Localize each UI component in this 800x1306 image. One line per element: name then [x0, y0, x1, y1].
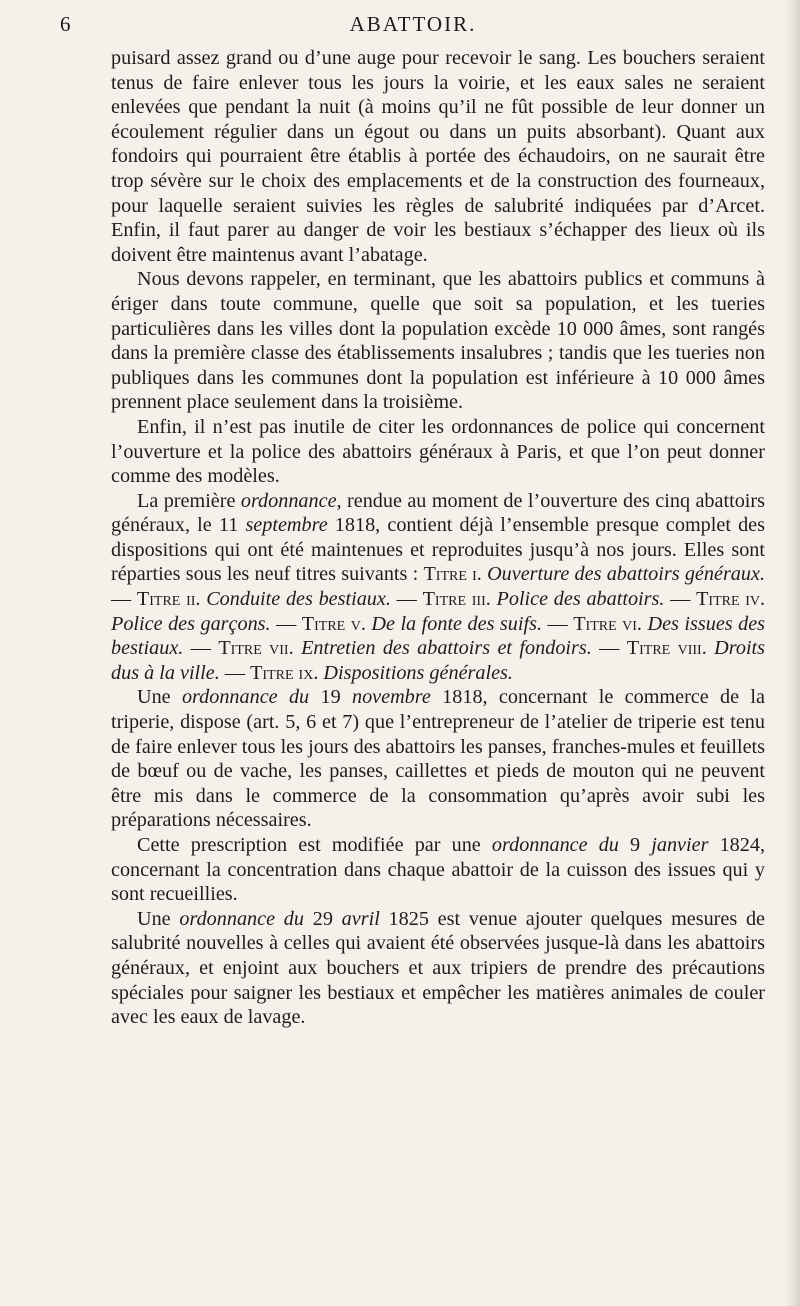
paragraph-1: puisard assez grand ou d’une auge pour recevoir le sang. Les bouchers seraient tenus de faire enlever tous les jours la voirie, et les eaux sales ne seraient enlevées que pendant la nuit (à moins qu’il ne fût possible de leur donner un écoulement régulier dans un égout ou dans un puits absorbant). Quant aux fondoirs qui pourraient être établis à portée des échaudoirs, on ne saurait être trop sévère sur le choix des emplacements et de la construction des fourneaux, pour laquelle seraient suivies les règles de salubrité indiquées par d’Arcet. Enfin, il faut parer au danger de voir les bestiaux s’échapper des lieux où ils doivent être maintenus avant l’abatage. — [111, 47, 765, 266]
titre-label: Titre vii. — [218, 637, 294, 660]
text-run: 29 — [304, 907, 342, 930]
paragraph-6 — [111, 833, 765, 907]
text-run: Une — [137, 686, 182, 709]
running-title: ABATTOIR. — [349, 12, 477, 36]
text-run: Une — [137, 907, 180, 930]
titre-label: Titre v. — [301, 612, 366, 635]
text-run: 1824, concernant la concentration dans chaque abattoir de la cuisson des issues qui y sont recueillies. — [111, 834, 766, 906]
titre-label: Titre iv. — [696, 588, 766, 611]
separator: — — [664, 588, 697, 611]
paragraph-7 — [111, 907, 765, 1030]
italic-run: ordonnance du — [491, 834, 619, 856]
italic-run: avril — [341, 907, 380, 930]
paragraph-3: Enfin, il n’est pas inutile de citer les ordonnances de police qui concernent l’ouverture et la police des abattoirs généraux à Paris, et que l’on peut donner comme des modèles. — [111, 415, 765, 488]
page-edge-shadow — [786, 0, 800, 1306]
titre-text: De la fonte des suifs. — [371, 612, 543, 635]
italic-run: septembre — [245, 514, 328, 537]
titre-text: Police des abattoirs. — [496, 588, 665, 611]
titre-text: Conduite des bestiaux. — [206, 588, 391, 611]
titre-label: Titre ii. — [136, 588, 201, 611]
separator: — — [591, 637, 627, 660]
text-run: 1818, contient déjà l’ensemble presque complet des dispositions qui ont été maintenues et reproduites jusqu’à nos jours. Elles sont réparties sous les neuf titres suivants : — [111, 514, 765, 586]
page-number: 6 — [60, 12, 72, 36]
paragraph-2: Nous devons rappeler, en terminant, que les abattoirs publics et communs à ériger dans toute commune, quelle que soit sa population, et les tueries particulières dans les villes dont la population excède 10 000 âmes, sont rangés dans la première classe des établissements insalubres ; tandis que les tueries non publiques dans les communes dont la population est inférieure à 10 000 âmes prennent place seulement dans la troisième. — [111, 268, 765, 414]
italic-run: ordonnance du — [181, 686, 310, 709]
titre-text: Des issues des bestiaux. — [111, 612, 766, 660]
paragraph-5 — [111, 685, 765, 833]
titre-label: Titre vi. — [573, 612, 642, 635]
titre-text: Police des garçons. — [111, 612, 271, 635]
text-run: 19 — [309, 686, 352, 709]
text-run: 1818, concernant le commerce de la triperie, dispose (art. 5, 6 et 7) que l’entrepreneur de l’atelier de triperie est tenu de faire enlever tous les jours des abattoirs les panses, franches-mules et feuillets de bœuf ou de vache, les panses, caillettes et pieds de mouton qui ne peuvent être mis dans le commerce de la consommation qu’après avoir subi les préparations nécessaires. — [111, 686, 765, 832]
titre-text: Droits dus à la ville. — [111, 637, 766, 684]
titre-label: Titre ix. — [250, 661, 319, 684]
italic-run: ordonnance — [240, 489, 337, 512]
separator: — — [270, 612, 302, 635]
text-run: 1825 est venue ajouter quelques mesures de salubrité nouvelles à celles qui avaient été observées jusque-là dans les abattoirs généraux, et enjoint aux bouchers et aux tripiers de prendre des précautions spéciales pour saigner les bestiaux et empêcher les matières animales de couler avec les eaux de lavage. — [111, 907, 766, 1029]
italic-run: janvier — [651, 834, 709, 856]
separator: — — [183, 637, 219, 660]
text-run: , rendue au moment de l’ouverture des cinq abattoirs généraux, le 11 — [111, 489, 765, 537]
body-text — [111, 46, 765, 1030]
text-run: Cette prescription est modifiée par une — [137, 834, 492, 856]
titre-label: Titre i. — [423, 563, 482, 586]
titre-label: Titre viii. — [626, 637, 707, 660]
text-run: La première — [137, 489, 241, 512]
page-header — [60, 12, 766, 42]
titre-text: Entretien des abattoirs et fondoirs. — [301, 637, 592, 660]
separator: — — [219, 661, 251, 684]
italic-run: ordonnance du — [179, 907, 304, 930]
italic-run: novembre — [351, 686, 431, 709]
titre-label: Titre iii. — [422, 588, 491, 611]
titre-text: Dispositions générales. — [323, 661, 513, 684]
separator: — — [542, 612, 574, 635]
separator: — — [390, 588, 423, 611]
text-run: 9 — [618, 834, 652, 856]
paragraph-4 — [111, 489, 765, 686]
separator: — — [111, 588, 137, 611]
titre-text: Ouverture des abattoirs généraux. — [487, 563, 765, 586]
